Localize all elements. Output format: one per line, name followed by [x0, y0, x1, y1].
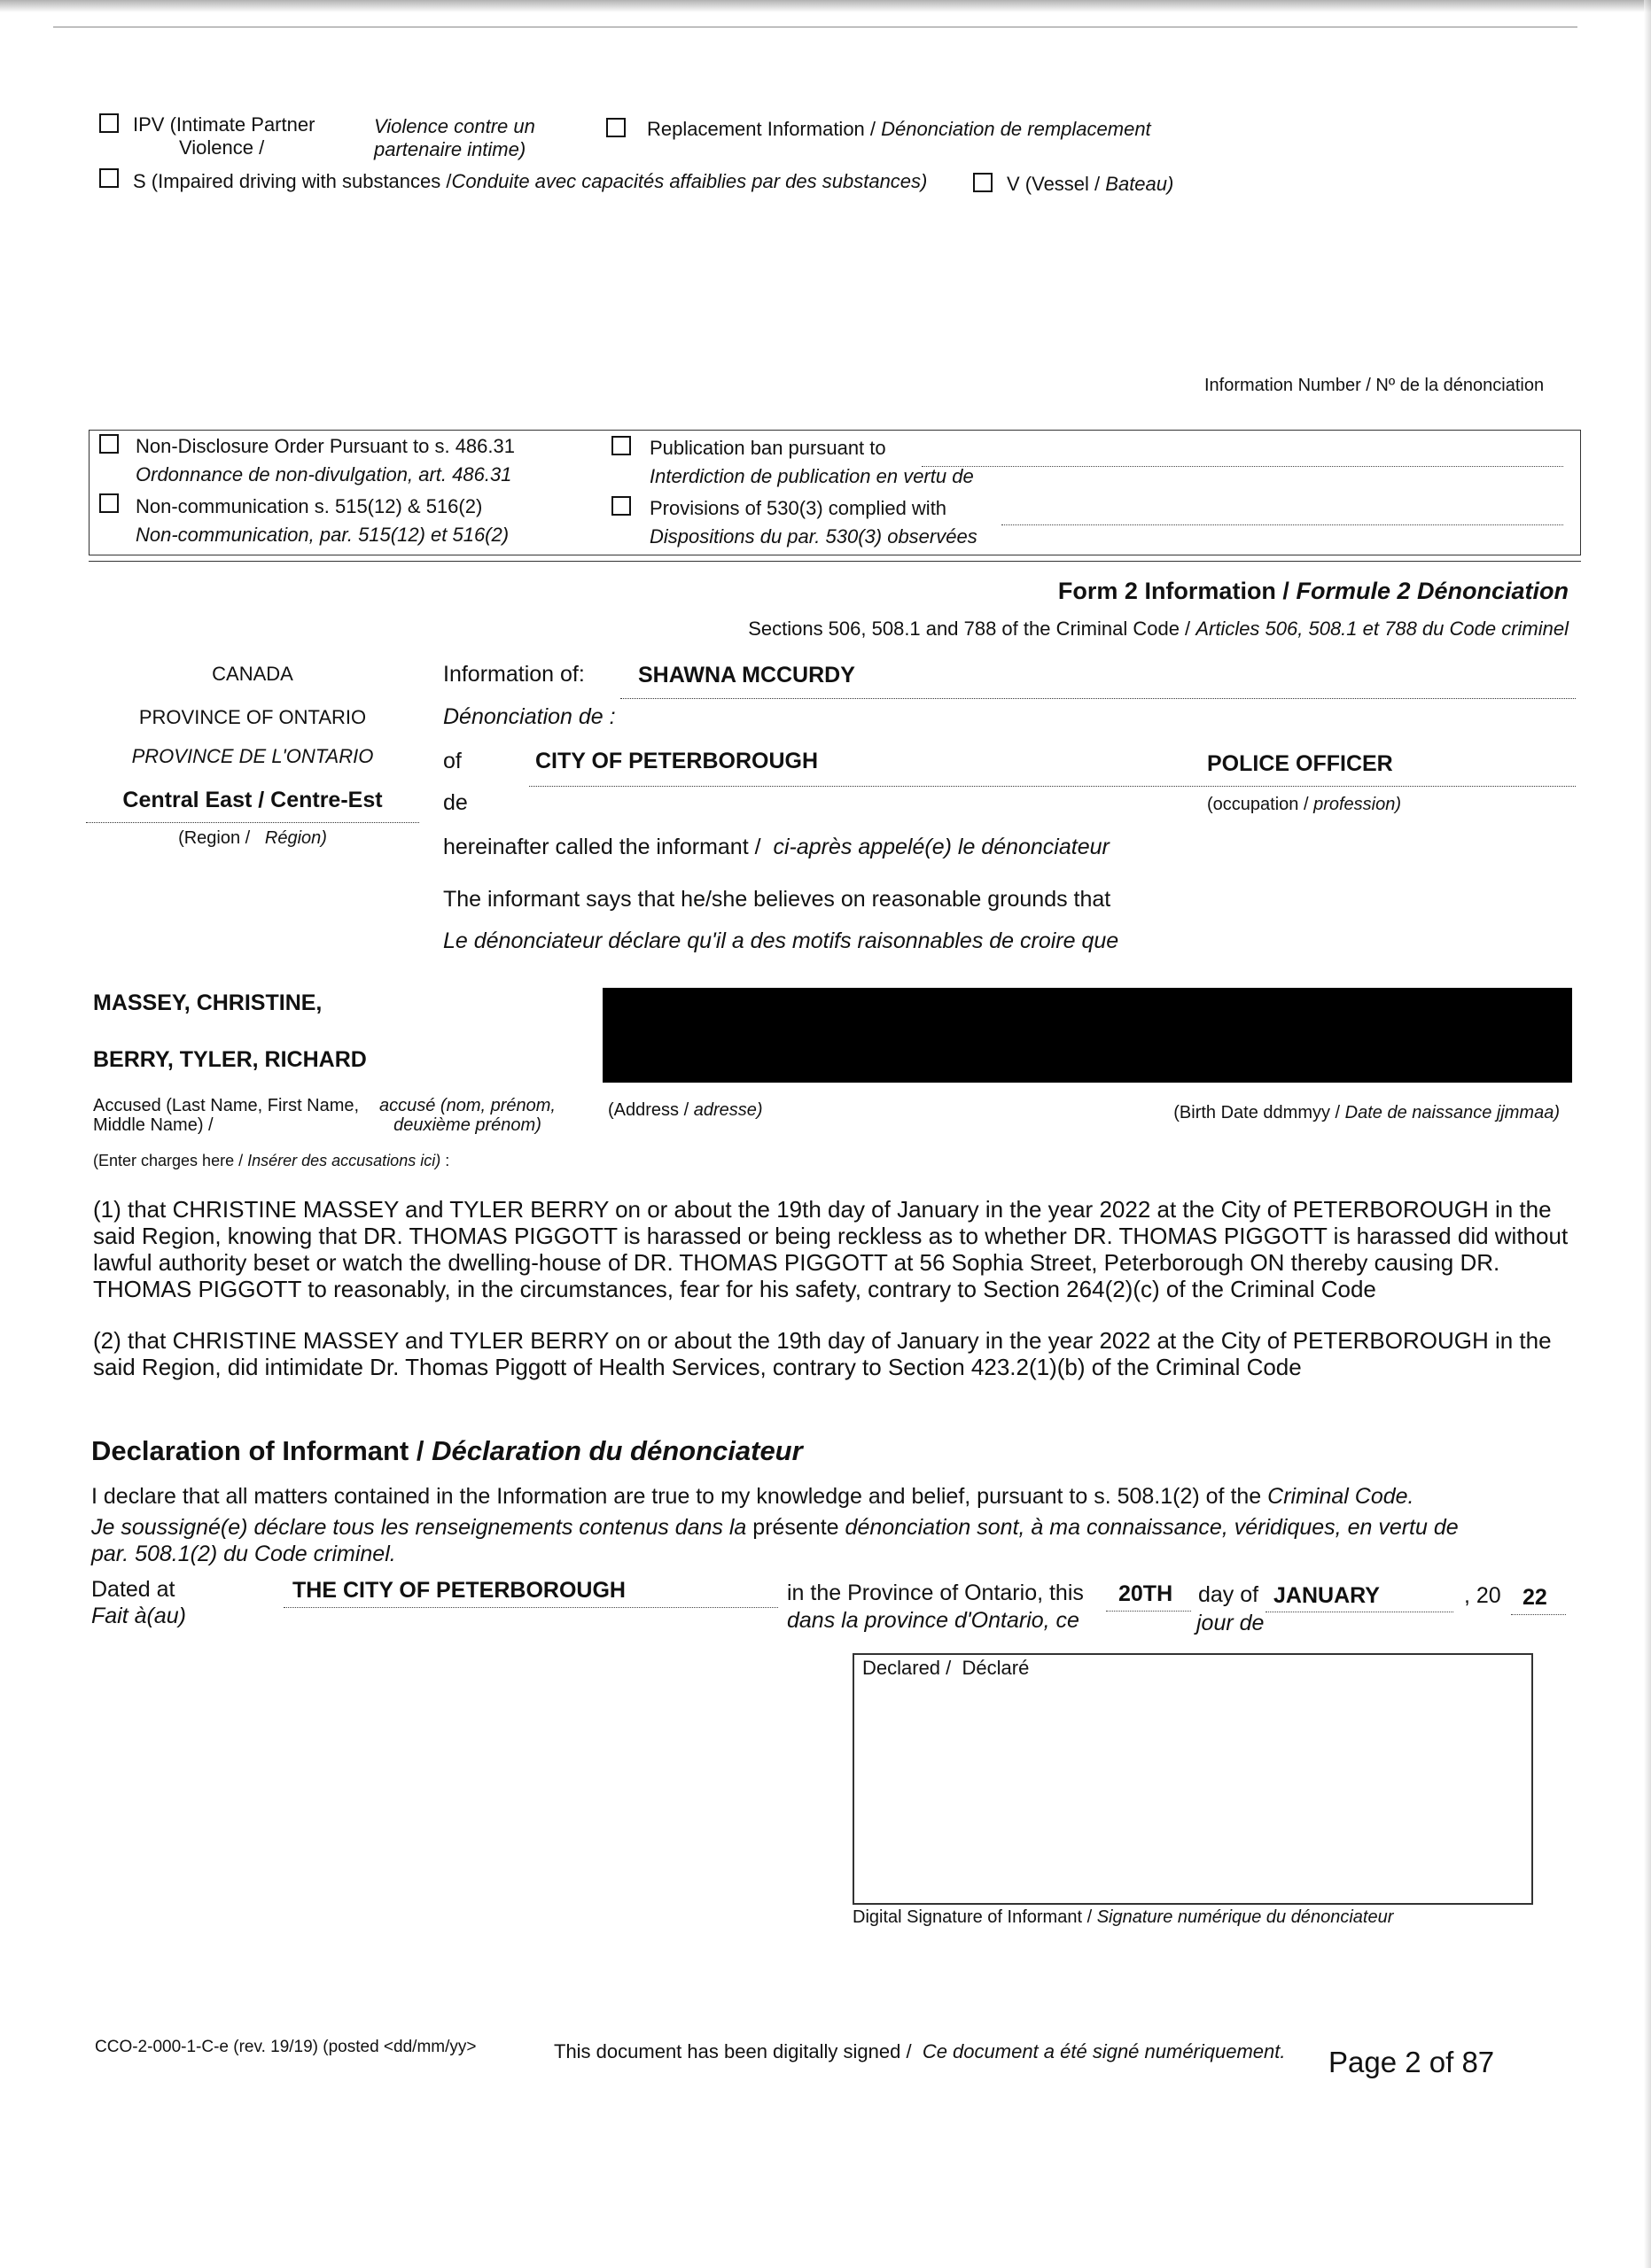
accused-label-fr: accusé (nom, prénom, deuxième prénom) — [379, 1096, 556, 1135]
region-line — [86, 822, 419, 823]
address-label: (Address / adresse) — [608, 1100, 763, 1120]
replacement-label: Replacement Information / Dénonciation de remplacement — [647, 118, 1151, 140]
declared-day-line — [1106, 1611, 1191, 1612]
scan-edge-top — [0, 0, 1651, 12]
year-prefix: , 20 — [1464, 1583, 1501, 1608]
declared-label: Declared / Déclaré — [862, 1657, 1030, 1679]
non-communication-label: Non-communication s. 515(12) & 516(2) Non-communication, par. 515(12) et 516(2) — [136, 495, 510, 546]
provisions-checkbox[interactable] — [611, 496, 631, 516]
accused-name-2: BERRY, TYLER, RICHARD — [93, 1047, 367, 1072]
publication-ban-field[interactable] — [922, 466, 1563, 467]
provisions-field[interactable] — [1001, 524, 1563, 525]
form-sections: Sections 506, 508.1 and 788 of the Criminal Code / Articles 506, 508.1 et 788 du Code criminel — [748, 617, 1569, 640]
of-label: of — [443, 749, 462, 773]
informant-name[interactable]: SHAWNA MCCURDY — [638, 663, 855, 687]
province-label: PROVINCE OF ONTARIO — [138, 706, 367, 728]
region-label: (Region / Région) — [178, 828, 327, 848]
vessel-label: V (Vessel / Bateau) — [1007, 173, 1174, 195]
declared-year-line — [1511, 1614, 1566, 1615]
declared-signature-box[interactable] — [853, 1653, 1533, 1905]
province-text-fr: dans la province d'Ontario, ce — [787, 1608, 1079, 1633]
impaired-checkbox[interactable] — [99, 168, 119, 188]
dated-at-label-fr: Fait à(au) — [91, 1604, 186, 1628]
digitally-signed-note: This document has been digitally signed / Ce document a été signé numériquement. — [554, 2040, 1286, 2062]
day-of-label-fr: jour de — [1196, 1611, 1265, 1635]
accused-name-1: MASSEY, CHRISTINE, — [93, 990, 323, 1015]
information-number-label: Information Number / Nº de la dénonciation — [1204, 376, 1545, 395]
province-label-fr: PROVINCE DE L'ONTARIO — [131, 745, 374, 767]
informant-says-text: The informant says that he/she believes on reasonable grounds that — [443, 887, 1111, 912]
vessel-checkbox[interactable] — [973, 173, 993, 192]
informant-location[interactable]: CITY OF PETERBOROUGH — [535, 749, 819, 773]
page-number: Page 2 of 87 — [1328, 2046, 1495, 2078]
provisions-label: Provisions of 530(3) complied with Dispositions du par. 530(3) observées — [650, 497, 977, 548]
declaration-text: I declare that all matters contained in the Information are true to my knowledge and belief, pursuant to s. 508.1(2) of the Criminal Code. — [91, 1484, 1414, 1509]
ipv-label-fr: Violence contre un partenaire intime) — [374, 115, 535, 160]
declared-month[interactable]: JANUARY — [1273, 1583, 1380, 1608]
scan-edge-right — [1644, 0, 1651, 2268]
form-code: CCO-2-000-1-C-e (rev. 19/19) (posted <dd/mm/yy> — [95, 2038, 477, 2056]
non-disclosure-checkbox[interactable] — [99, 434, 119, 454]
redaction-block — [603, 988, 1572, 1083]
ipv-checkbox[interactable] — [99, 113, 119, 133]
charge-2: (2) that CHRISTINE MASSEY and TYLER BERRY on or about the 19th day of January in the year 2022 at the City of PETERBOROUGH in the said Region, did intimidate Dr. Thomas Piggott of Health Services, contrary to Section 423.2(1)(b) of the Criminal Code — [93, 1327, 1552, 1380]
replacement-checkbox[interactable] — [606, 118, 626, 137]
hereinafter-text: hereinafter called the informant / ci-après appelé(e) le dénonciateur — [443, 835, 1110, 859]
dated-at-label: Dated at — [91, 1577, 175, 1602]
accused-label: Accused (Last Name, First Name, Middle Name) / — [93, 1096, 360, 1135]
impaired-label: S (Impaired driving with substances /Conduite avec capacités affaiblies par des substances) — [133, 170, 928, 192]
non-disclosure-label: Non-Disclosure Order Pursuant to s. 486.31 Ordonnance de non-divulgation, art. 486.31 — [136, 435, 515, 485]
informant-says-text-fr: Le dénonciateur déclare qu'il a des motifs raisonnables de croire que — [443, 928, 1119, 953]
region-value: Central East / Centre-Est — [122, 788, 383, 812]
form-title: Form 2 Information / Formule 2 Dénonciation — [1057, 578, 1569, 604]
information-of-label: Information of: — [443, 662, 585, 687]
informant-occupation[interactable]: POLICE OFFICER — [1207, 751, 1393, 776]
occupation-label: (occupation / profession) — [1207, 795, 1402, 814]
country-label: CANADA — [212, 663, 293, 685]
signature-label: Digital Signature of Informant / Signature numérique du dénonciateur — [853, 1907, 1394, 1927]
ipv-label: IPV (Intimate Partner Violence / — [133, 113, 315, 159]
publication-ban-label: Publication ban pursuant to Interdiction de publication en vertu de — [650, 437, 974, 487]
province-text: in the Province of Ontario, this — [787, 1581, 1084, 1605]
non-communication-checkbox[interactable] — [99, 493, 119, 513]
declared-day[interactable]: 20TH — [1118, 1581, 1173, 1606]
declaration-text-fr: Je soussigné(e) déclare tous les renseignements contenus dans la présente dénonciation sont, à ma connaissance, véridiques, en vertu de par. 508.1(2) du Code criminel. — [91, 1515, 1459, 1566]
orders-box-underline — [89, 561, 1581, 562]
information-of-label-fr: Dénonciation de : — [443, 704, 616, 729]
birth-date-label: (Birth Date ddmmyy / Date de naissance jjmmaa) — [1173, 1103, 1560, 1122]
informant-name-line — [620, 698, 1576, 699]
charges-label: (Enter charges here / Insérer des accusations ici) : — [93, 1152, 450, 1169]
informant-location-line — [529, 786, 1576, 787]
dated-place[interactable]: THE CITY OF PETERBOROUGH — [292, 1578, 626, 1603]
declared-year[interactable]: 22 — [1523, 1585, 1547, 1610]
dated-place-line — [284, 1607, 778, 1608]
charge-1: (1) that CHRISTINE MASSEY and TYLER BERRY on or about the 19th day of January in the year 2022 at the City of PETERBOROUGH in the said Region, knowing that DR. THOMAS PIGGOTT is harassed or being reckless as to whether DR. THOMAS PIGGOTT is harassed did without lawful authority beset or watch the dwelling-house of DR. THOMAS PIGGOTT at 56 Sophia Street, Peterborough ON thereby causing DR. THOMAS PIGGOTT to reasonably, in the circumstances, fear for his safety, contrary to Section 264(2)(c) of the Criminal Code — [93, 1196, 1569, 1302]
day-of-label: day of — [1198, 1582, 1259, 1607]
of-label-fr: de — [443, 790, 468, 815]
publication-ban-checkbox[interactable] — [611, 436, 631, 455]
declaration-heading: Declaration of Informant / Déclaration du dénonciateur — [91, 1435, 803, 1466]
